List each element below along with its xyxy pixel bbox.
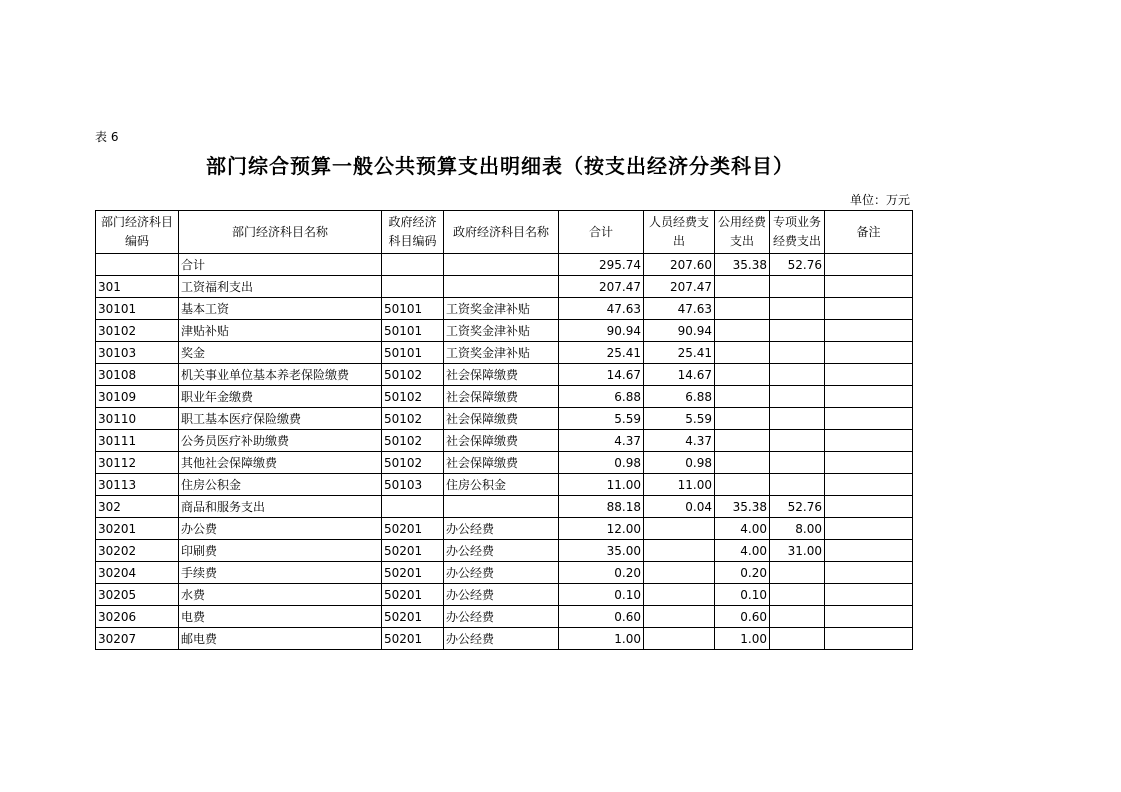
expenditure-table (95, 210, 913, 650)
cell-remark (825, 254, 913, 276)
cell-personnel: 4.37 (644, 430, 715, 452)
cell-remark (825, 452, 913, 474)
table-row (96, 496, 913, 518)
cell-special (770, 364, 825, 386)
header-personnel: 人员经费支出 (644, 211, 715, 254)
cell-gov-name: 社会保障缴费 (444, 452, 559, 474)
cell-dept-name: 其他社会保障缴费 (179, 452, 382, 474)
unit-label: 单位：万元 (849, 193, 910, 207)
cell-personnel: 207.60 (644, 254, 715, 276)
cell-dept-code: 30111 (96, 430, 179, 452)
cell-total: 88.18 (559, 496, 644, 518)
cell-remark (825, 342, 913, 364)
cell-dept-code: 30108 (96, 364, 179, 386)
cell-dept-name: 津贴补贴 (179, 320, 382, 342)
cell-personnel (644, 628, 715, 650)
cell-personnel: 0.04 (644, 496, 715, 518)
cell-dept-code: 30207 (96, 628, 179, 650)
cell-gov-code: 50102 (382, 386, 444, 408)
cell-special (770, 562, 825, 584)
cell-personnel: 207.47 (644, 276, 715, 298)
cell-remark (825, 584, 913, 606)
cell-public: 4.00 (715, 518, 770, 540)
page-title: 部门综合预算一般公共预算支出明细表（按支出经济分类科目） (206, 154, 794, 178)
cell-dept-name: 机关事业单位基本养老保险缴费 (179, 364, 382, 386)
cell-personnel (644, 606, 715, 628)
cell-dept-name: 印刷费 (179, 540, 382, 562)
cell-personnel: 11.00 (644, 474, 715, 496)
table-row (96, 562, 913, 584)
cell-dept-name: 公务员医疗补助缴费 (179, 430, 382, 452)
header-gov-code: 政府经济科目编码 (382, 211, 444, 254)
cell-total: 1.00 (559, 628, 644, 650)
cell-gov-name: 社会保障缴费 (444, 430, 559, 452)
cell-dept-name: 电费 (179, 606, 382, 628)
cell-public (715, 474, 770, 496)
table-row (96, 474, 913, 496)
cell-total: 90.94 (559, 320, 644, 342)
cell-gov-name: 工资奖金津补贴 (444, 298, 559, 320)
cell-remark (825, 276, 913, 298)
cell-dept-code: 30205 (96, 584, 179, 606)
cell-remark (825, 628, 913, 650)
cell-gov-name (444, 254, 559, 276)
cell-remark (825, 298, 913, 320)
cell-special (770, 606, 825, 628)
cell-gov-code: 50102 (382, 430, 444, 452)
cell-total: 5.59 (559, 408, 644, 430)
table-header-row (96, 211, 913, 254)
header-dept-name: 部门经济科目名称 (179, 211, 382, 254)
cell-public (715, 408, 770, 430)
cell-personnel: 6.88 (644, 386, 715, 408)
cell-personnel: 5.59 (644, 408, 715, 430)
cell-special (770, 386, 825, 408)
cell-gov-code: 50201 (382, 562, 444, 584)
cell-special (770, 298, 825, 320)
cell-gov-code: 50103 (382, 474, 444, 496)
cell-remark (825, 496, 913, 518)
cell-total: 11.00 (559, 474, 644, 496)
cell-dept-name: 职业年金缴费 (179, 386, 382, 408)
cell-gov-code: 50201 (382, 628, 444, 650)
cell-special (770, 584, 825, 606)
cell-dept-name: 基本工资 (179, 298, 382, 320)
cell-public: 4.00 (715, 540, 770, 562)
cell-total: 0.98 (559, 452, 644, 474)
cell-gov-name: 办公经费 (444, 584, 559, 606)
cell-personnel: 14.67 (644, 364, 715, 386)
table-row (96, 298, 913, 320)
cell-dept-name: 合计 (179, 254, 382, 276)
header-gov-name: 政府经济科目名称 (444, 211, 559, 254)
cell-gov-name (444, 496, 559, 518)
cell-gov-name: 办公经费 (444, 518, 559, 540)
table-row (96, 276, 913, 298)
cell-gov-code: 50102 (382, 408, 444, 430)
table-row (96, 320, 913, 342)
cell-dept-name: 邮电费 (179, 628, 382, 650)
cell-gov-code (382, 254, 444, 276)
cell-personnel (644, 562, 715, 584)
cell-personnel: 25.41 (644, 342, 715, 364)
cell-dept-name: 职工基本医疗保险缴费 (179, 408, 382, 430)
cell-public (715, 276, 770, 298)
table-row (96, 628, 913, 650)
table-row (96, 584, 913, 606)
cell-total: 25.41 (559, 342, 644, 364)
cell-personnel: 47.63 (644, 298, 715, 320)
header-special: 专项业务经费支出 (770, 211, 825, 254)
cell-dept-code (96, 254, 179, 276)
cell-gov-code: 50101 (382, 320, 444, 342)
cell-dept-code: 30109 (96, 386, 179, 408)
cell-dept-code: 30113 (96, 474, 179, 496)
cell-special: 52.76 (770, 254, 825, 276)
cell-gov-name (444, 276, 559, 298)
cell-total: 47.63 (559, 298, 644, 320)
table-row (96, 540, 913, 562)
cell-remark (825, 320, 913, 342)
cell-special (770, 452, 825, 474)
cell-remark (825, 540, 913, 562)
cell-dept-code: 30110 (96, 408, 179, 430)
cell-dept-code: 30112 (96, 452, 179, 474)
cell-dept-code: 30102 (96, 320, 179, 342)
cell-total: 35.00 (559, 540, 644, 562)
cell-personnel (644, 518, 715, 540)
table-row (96, 342, 913, 364)
cell-remark (825, 474, 913, 496)
cell-dept-name: 奖金 (179, 342, 382, 364)
cell-gov-name: 办公经费 (444, 562, 559, 584)
header-total: 合计 (559, 211, 644, 254)
cell-gov-name: 住房公积金 (444, 474, 559, 496)
table-row (96, 606, 913, 628)
cell-public: 35.38 (715, 496, 770, 518)
cell-dept-code: 302 (96, 496, 179, 518)
cell-gov-name: 工资奖金津补贴 (444, 320, 559, 342)
cell-dept-name: 水费 (179, 584, 382, 606)
header-public: 公用经费支出 (715, 211, 770, 254)
table-body (96, 254, 913, 650)
cell-special (770, 320, 825, 342)
cell-gov-code (382, 496, 444, 518)
cell-dept-name: 手续费 (179, 562, 382, 584)
cell-personnel: 90.94 (644, 320, 715, 342)
cell-dept-code: 30204 (96, 562, 179, 584)
cell-total: 0.60 (559, 606, 644, 628)
cell-total: 207.47 (559, 276, 644, 298)
cell-gov-name: 工资奖金津补贴 (444, 342, 559, 364)
cell-special (770, 430, 825, 452)
cell-total: 12.00 (559, 518, 644, 540)
cell-public (715, 386, 770, 408)
cell-gov-name: 社会保障缴费 (444, 408, 559, 430)
cell-public (715, 364, 770, 386)
cell-gov-name: 社会保障缴费 (444, 364, 559, 386)
cell-public (715, 430, 770, 452)
cell-total: 0.10 (559, 584, 644, 606)
cell-special: 52.76 (770, 496, 825, 518)
cell-personnel (644, 540, 715, 562)
table-row (96, 518, 913, 540)
table-row (96, 430, 913, 452)
cell-gov-code: 50101 (382, 342, 444, 364)
cell-gov-name: 办公经费 (444, 606, 559, 628)
cell-special (770, 342, 825, 364)
cell-special: 8.00 (770, 518, 825, 540)
cell-gov-code: 50201 (382, 584, 444, 606)
cell-dept-code: 301 (96, 276, 179, 298)
cell-total: 4.37 (559, 430, 644, 452)
cell-gov-code (382, 276, 444, 298)
cell-remark (825, 562, 913, 584)
table-number-label: 表 6 (95, 130, 119, 144)
cell-public (715, 298, 770, 320)
cell-dept-code: 30201 (96, 518, 179, 540)
cell-gov-code: 50201 (382, 606, 444, 628)
cell-remark (825, 386, 913, 408)
cell-special (770, 408, 825, 430)
cell-special: 31.00 (770, 540, 825, 562)
cell-dept-name: 住房公积金 (179, 474, 382, 496)
cell-public: 1.00 (715, 628, 770, 650)
cell-special (770, 474, 825, 496)
cell-dept-name: 办公费 (179, 518, 382, 540)
cell-total: 295.74 (559, 254, 644, 276)
cell-gov-code: 50201 (382, 518, 444, 540)
cell-gov-code: 50102 (382, 364, 444, 386)
cell-special (770, 276, 825, 298)
cell-remark (825, 518, 913, 540)
table-row (96, 386, 913, 408)
cell-public: 0.60 (715, 606, 770, 628)
cell-remark (825, 606, 913, 628)
cell-total: 0.20 (559, 562, 644, 584)
cell-personnel: 0.98 (644, 452, 715, 474)
table-row (96, 254, 913, 276)
cell-total: 6.88 (559, 386, 644, 408)
header-dept-code: 部门经济科目编码 (96, 211, 179, 254)
cell-dept-name: 工资福利支出 (179, 276, 382, 298)
cell-dept-code: 30103 (96, 342, 179, 364)
cell-public: 0.20 (715, 562, 770, 584)
cell-public (715, 342, 770, 364)
cell-public (715, 320, 770, 342)
cell-gov-code: 50201 (382, 540, 444, 562)
cell-gov-name: 办公经费 (444, 540, 559, 562)
cell-gov-code: 50101 (382, 298, 444, 320)
table-row (96, 452, 913, 474)
cell-dept-code: 30202 (96, 540, 179, 562)
cell-public: 35.38 (715, 254, 770, 276)
cell-gov-name: 社会保障缴费 (444, 386, 559, 408)
table-row (96, 408, 913, 430)
cell-special (770, 628, 825, 650)
cell-dept-code: 30101 (96, 298, 179, 320)
cell-personnel (644, 584, 715, 606)
cell-public (715, 452, 770, 474)
cell-remark (825, 430, 913, 452)
cell-public: 0.10 (715, 584, 770, 606)
table-row (96, 364, 913, 386)
cell-remark (825, 408, 913, 430)
cell-dept-name: 商品和服务支出 (179, 496, 382, 518)
cell-gov-name: 办公经费 (444, 628, 559, 650)
cell-total: 14.67 (559, 364, 644, 386)
cell-remark (825, 364, 913, 386)
cell-dept-code: 30206 (96, 606, 179, 628)
header-remark: 备注 (825, 211, 913, 254)
cell-gov-code: 50102 (382, 452, 444, 474)
